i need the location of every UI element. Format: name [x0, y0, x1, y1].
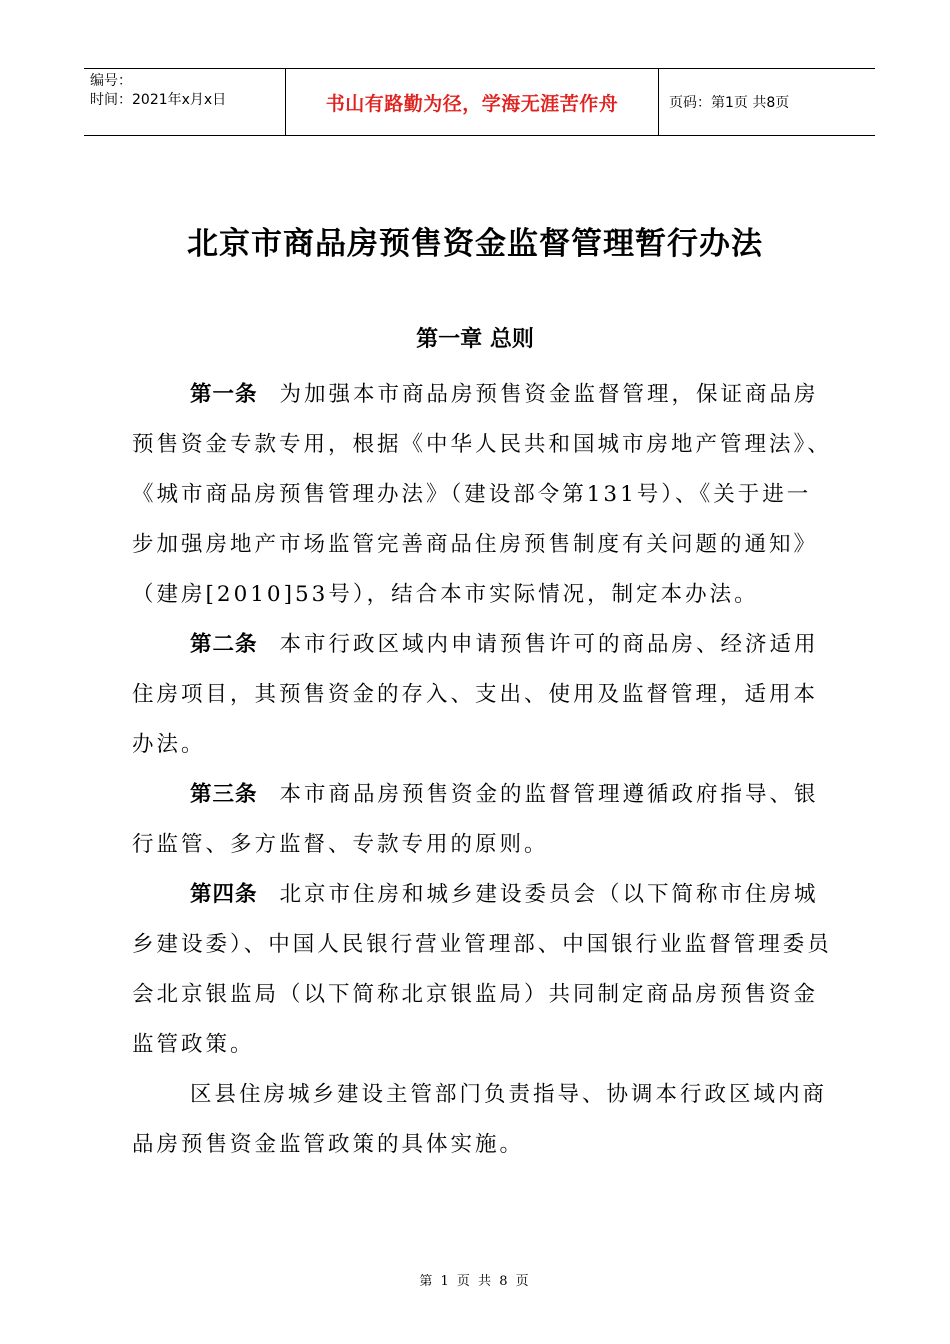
serial-number-label: 编号： [90, 73, 132, 89]
page-footer: 第 1 页 共 8 页 [419, 1274, 531, 1289]
article-paragraph [132, 770, 832, 870]
time-label: 时间：2021年x月x日 [90, 92, 227, 108]
article-text: 为加强本市商品房预售资金监督管理，保证商品房预售资金专款专用，根据《中华人民共和国城市房地产管理法》、《城市商品房预售管理办法》（建设部令第131号）、《关于进一步加强房地产市场监管完善商品住房预售制度有关问题的通知》（建房[2010]53号），结合本市实际情况，制定本办法。 [132, 382, 832, 607]
article-number: 第四条 [190, 882, 258, 907]
header-meta [84, 69, 286, 135]
article-number: 第一条 [190, 382, 258, 407]
article-text: 本市行政区域内申请预售许可的商品房、经济适用住房项目，其预售资金的存入、支出、使用及监督管理，适用本办法。 [132, 632, 819, 757]
page-header [84, 68, 875, 136]
article-paragraph [132, 370, 832, 620]
document-title: 北京市商品房预售资金监督管理暂行办法 [187, 226, 763, 262]
article-paragraph [132, 620, 832, 770]
header-motto: 书山有路勤为径，学海无涯苦作舟 [286, 69, 659, 135]
paragraph-text: 区县住房城乡建设主管部门负责指导、协调本行政区域内商品房预售资金监管政策的具体实施。 [132, 1082, 828, 1157]
header-page-info: 页码：第1页 共8页 [669, 95, 790, 111]
article-paragraph [132, 870, 832, 1070]
article-text: 北京市住房和城乡建设委员会（以下简称市住房城乡建设委）、中国人民银行营业管理部、中国银行业监督管理委员会北京银监局（以下简称北京银监局）共同制定商品房预售资金监管政策。 [132, 882, 832, 1057]
continuation-paragraph [132, 1070, 832, 1170]
article-text: 本市商品房预售资金的监督管理遵循政府指导、银行监管、多方监督、专款专用的原则。 [132, 782, 819, 857]
article-number: 第二条 [190, 632, 258, 657]
article-number: 第三条 [190, 782, 258, 807]
chapter-heading: 第一章 总则 [416, 327, 534, 352]
document-body [132, 370, 832, 1170]
